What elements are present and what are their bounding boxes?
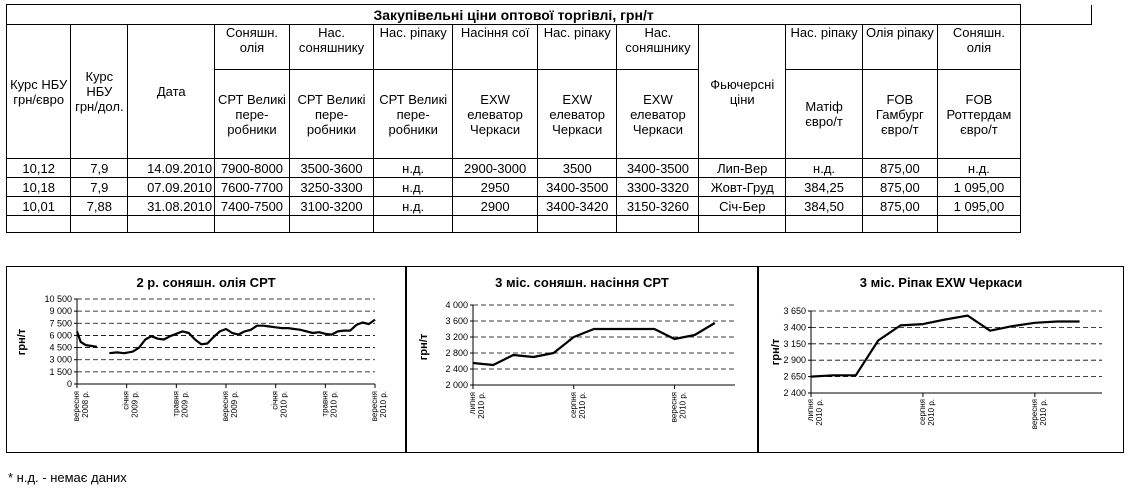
chart-title: 2 р. соняшн. олія СРТ bbox=[136, 275, 276, 290]
col-subheader: Матіф євро/т bbox=[786, 70, 863, 159]
chart-panel-sunflower-seed bbox=[406, 266, 758, 453]
cell-value: 3400-3420 bbox=[538, 197, 617, 216]
y-tick-label: 1 500 bbox=[49, 366, 72, 377]
cell-futures: Лип-Вер bbox=[699, 159, 786, 178]
y-tick-label: 3 600 bbox=[445, 316, 468, 326]
x-tick-label: січня2009 р. bbox=[121, 391, 140, 418]
x-tick-label: липня2010 р. bbox=[468, 392, 486, 419]
cell-value: 3100-3200 bbox=[289, 197, 373, 216]
chart-rapeseed bbox=[759, 267, 1123, 452]
cell-value: 3400-3500 bbox=[617, 159, 699, 178]
cell-value: 384,25 bbox=[786, 178, 863, 197]
col-subheader: СРТ Великі пере-робники bbox=[215, 70, 290, 159]
cell-value: 875,00 bbox=[863, 197, 938, 216]
table-row bbox=[7, 159, 1092, 178]
x-tick-label: вересня2008 р. bbox=[72, 391, 90, 422]
col-subheader: EXW елеватор Черкаси bbox=[538, 70, 617, 159]
chart-oil bbox=[7, 267, 405, 452]
cell-futures: Жовт-Груд bbox=[699, 178, 786, 197]
col-header: Нас. соняшнику bbox=[289, 25, 373, 70]
x-tick-label: вересня2010 р. bbox=[1029, 399, 1048, 430]
cell-futures: Січ-Бер bbox=[699, 197, 786, 216]
cell-value: н.д. bbox=[374, 159, 453, 178]
col-futures: Фьючерсні ціни bbox=[699, 25, 786, 159]
prices-table bbox=[6, 4, 1092, 233]
x-tick-label: травня2009 р. bbox=[171, 391, 190, 418]
cell-value: 7400-7500 bbox=[215, 197, 290, 216]
series-line bbox=[77, 320, 375, 354]
cell-value: н.д. bbox=[374, 197, 453, 216]
y-tick-label: 2 650 bbox=[783, 371, 806, 382]
col-header: Нас. ріпаку bbox=[538, 25, 617, 70]
cell-value: 384,50 bbox=[786, 197, 863, 216]
cell-date: 07.09.2010 bbox=[128, 178, 215, 197]
table-row-empty bbox=[7, 216, 1092, 233]
cell-value: 2900 bbox=[453, 197, 538, 216]
y-tick-label: 2 000 bbox=[445, 380, 468, 390]
col-subheader: СРТ Великі пере-робники bbox=[289, 70, 373, 159]
col-subheader: EXW елеватор Черкаси bbox=[617, 70, 699, 159]
cell-value: 1 095,00 bbox=[937, 197, 1021, 216]
y-tick-label: 9 000 bbox=[49, 306, 72, 317]
col-header: Соняшн. олія bbox=[937, 25, 1021, 70]
cell-kurs-eur: 10,12 bbox=[7, 159, 71, 178]
x-tick-label: серпня2010 р. bbox=[568, 392, 587, 419]
col-header: Насіння сої bbox=[453, 25, 538, 70]
cell-value: 3300-3320 bbox=[617, 178, 699, 197]
cell-value: н.д. bbox=[786, 159, 863, 178]
y-tick-label: 3 650 bbox=[783, 306, 806, 316]
cell-kurs-eur: 10,18 bbox=[7, 178, 71, 197]
col-subheader: FOB Гамбург євро/т bbox=[863, 70, 938, 159]
col-date: Дата bbox=[128, 25, 215, 159]
cell-kurs-usd: 7,9 bbox=[71, 159, 128, 178]
y-tick-label: 4 500 bbox=[49, 342, 72, 353]
cell-value: 7600-7700 bbox=[215, 178, 290, 197]
cell-value: 3150-3260 bbox=[617, 197, 699, 216]
cell-value: 875,00 bbox=[863, 159, 938, 178]
col-kurs-usd: Курс НБУ грн/дол. bbox=[71, 25, 128, 159]
x-tick-label: серпня2010 р. bbox=[917, 399, 936, 426]
y-tick-label: 6 000 bbox=[49, 330, 72, 341]
col-header: Олія ріпаку bbox=[863, 25, 938, 70]
footnote: * н.д. - немає даних bbox=[8, 470, 127, 485]
col-header: Соняшн. олія bbox=[215, 25, 290, 70]
cell-value: н.д. bbox=[937, 159, 1021, 178]
cell-kurs-usd: 7,9 bbox=[71, 178, 128, 197]
cell-value: 3500 bbox=[538, 159, 617, 178]
y-tick-label: 7 500 bbox=[49, 318, 72, 329]
chart-sunflower-seed bbox=[407, 267, 757, 452]
y-axis-label: грн/т bbox=[16, 328, 28, 356]
table-row bbox=[7, 197, 1092, 216]
chart-title: 3 міс. соняшн. насіння СРТ bbox=[495, 275, 669, 290]
y-axis-label: грн/т bbox=[418, 333, 430, 361]
x-tick-label: липня2010 р. bbox=[806, 399, 824, 426]
col-kurs-eur: Курс НБУ грн/євро bbox=[7, 25, 71, 159]
y-tick-label: 2 400 bbox=[783, 388, 806, 398]
y-tick-label: 3 000 bbox=[49, 354, 72, 365]
y-tick-label: 2 400 bbox=[445, 364, 468, 374]
x-tick-label: травня2010 р. bbox=[320, 391, 339, 418]
cell-date: 31.08.2010 bbox=[128, 197, 215, 216]
y-tick-label: 3 200 bbox=[445, 332, 468, 342]
chart-panel-oil bbox=[6, 266, 406, 453]
y-tick-label: 4 000 bbox=[445, 300, 468, 310]
cell-value: н.д. bbox=[374, 178, 453, 197]
chart-title: 3 міс. Ріпак EXW Черкаси bbox=[859, 275, 1023, 290]
cell-value: 2950 bbox=[453, 178, 538, 197]
x-tick-label: вересня2009 р. bbox=[221, 391, 239, 422]
y-tick-label: 2 900 bbox=[783, 355, 806, 366]
cell-value: 3250-3300 bbox=[289, 178, 373, 197]
y-tick-label: 0 bbox=[66, 379, 72, 389]
y-tick-label: 3 150 bbox=[783, 338, 806, 349]
col-subheader: FOB Роттердам євро/т bbox=[937, 70, 1021, 159]
cell-value: 1 095,00 bbox=[937, 178, 1021, 197]
col-subheader: EXW елеватор Черкаси bbox=[453, 70, 538, 159]
y-axis-label: грн/т bbox=[770, 338, 782, 366]
series-line bbox=[473, 323, 715, 365]
col-header: Нас. ріпаку bbox=[786, 25, 863, 70]
cell-value: 875,00 bbox=[863, 178, 938, 197]
cell-value: 2900-3000 bbox=[453, 159, 538, 178]
series-line bbox=[811, 316, 1080, 377]
y-tick-label: 10 500 bbox=[44, 294, 72, 304]
cell-kurs-usd: 7,88 bbox=[71, 197, 128, 216]
cell-kurs-eur: 10,01 bbox=[7, 197, 71, 216]
y-tick-label: 3 400 bbox=[783, 322, 806, 333]
cell-date: 14.09.2010 bbox=[128, 159, 215, 178]
col-header: Нас. ріпаку bbox=[374, 25, 453, 70]
x-tick-label: січня2010 р. bbox=[270, 391, 289, 418]
y-tick-label: 2 800 bbox=[445, 348, 468, 358]
x-tick-label: вересня2010 р. bbox=[669, 392, 688, 423]
col-header: Нас. соняшнику bbox=[617, 25, 699, 70]
cell-value: 7900-8000 bbox=[215, 159, 290, 178]
table-title: Закупівельні ціни оптової торгівлі, грн/т bbox=[7, 5, 1021, 25]
col-subheader: СРТ Великі пере-робники bbox=[374, 70, 453, 159]
chart-panel-rapeseed bbox=[758, 266, 1124, 453]
table-row bbox=[7, 178, 1092, 197]
x-tick-label: вересня2010 р. bbox=[370, 391, 388, 422]
cell-value: 3500-3600 bbox=[289, 159, 373, 178]
cell-value: 3400-3500 bbox=[538, 178, 617, 197]
